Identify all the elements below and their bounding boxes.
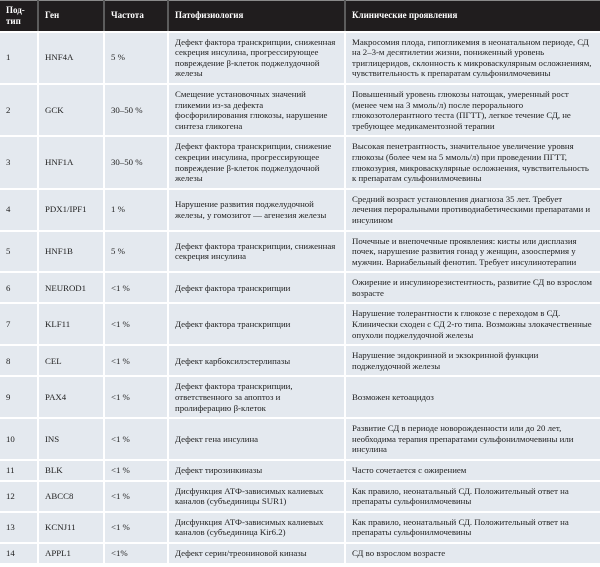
cell-gene: ABCC8 [38, 481, 104, 512]
cell-clinical: Как правило, неонатальный СД. Положительный ответ на препараты сульфонилмочевины [345, 512, 600, 543]
cell-subtype: 13 [0, 512, 38, 543]
col-header-frequency: Частота [104, 1, 168, 32]
cell-clinical: Высокая пенетрантность, значительное увеличение уровня глюкозы (более чем на 5 ммоль/л) при проведении ПГТТ, глюкозурия, микроваскулярные осложнения, чувствительность к препаратам сульфонилмочевины [345, 136, 600, 188]
cell-gene: PAX4 [38, 376, 104, 418]
table-row [0, 231, 600, 273]
table-row [0, 481, 600, 512]
cell-frequency: <1 % [104, 272, 168, 303]
table-row [0, 189, 600, 231]
cell-clinical: Как правило, неонатальный СД. Положительный ответ на препараты сульфонилмочевины [345, 481, 600, 512]
cell-clinical: СД во взрослом возрасте [345, 543, 600, 564]
cell-gene: GCK [38, 84, 104, 136]
cell-frequency: <1 % [104, 345, 168, 376]
cell-subtype: 12 [0, 481, 38, 512]
cell-subtype: 4 [0, 189, 38, 231]
cell-clinical: Средний возраст установления диагноза 35 лет. Требует лечения пероральными противодиабетическими препаратами и инсулином [345, 189, 600, 231]
cell-clinical: Повышенный уровень глюкозы натощак, умеренный рост (менее чем на 3 ммоль/л) после перорального глюкозотолерантного теста (ПГТТ), легкое течение СД, не требующее медикаментозной терапии [345, 84, 600, 136]
cell-clinical: Ожирение и инсулинорезистентность, развитие СД во взрослом возрасте [345, 272, 600, 303]
cell-pathophysiology: Нарушение развития поджелудочной железы, у гомозигот — агенезия железы [168, 189, 345, 231]
table-row [0, 136, 600, 188]
table-row [0, 303, 600, 345]
cell-subtype: 7 [0, 303, 38, 345]
cell-subtype: 10 [0, 418, 38, 460]
cell-frequency: 5 % [104, 231, 168, 273]
cell-pathophysiology: Дефект гена инсулина [168, 418, 345, 460]
cell-gene: HNF1A [38, 136, 104, 188]
cell-frequency: 30–50 % [104, 136, 168, 188]
cell-pathophysiology: Смещение установочных значений гликемии из-за дефекта фосфорилирования глюкозы, нарушение синтеза гликогена [168, 84, 345, 136]
cell-clinical: Часто сочетается с ожирением [345, 460, 600, 481]
cell-frequency: <1 % [104, 376, 168, 418]
cell-gene: NEUROD1 [38, 272, 104, 303]
table-row [0, 460, 600, 481]
cell-gene: APPL1 [38, 543, 104, 564]
cell-frequency: 1 % [104, 189, 168, 231]
table-row [0, 345, 600, 376]
table-row [0, 512, 600, 543]
cell-pathophysiology: Дисфункция АТФ-зависимых калиевых каналов (субъединицы SUR1) [168, 481, 345, 512]
cell-gene: BLK [38, 460, 104, 481]
cell-pathophysiology: Дефект фактора транскрипции, ответственного за апоптоз и пролиферацию β-клеток [168, 376, 345, 418]
cell-clinical: Возможен кетоацидоз [345, 376, 600, 418]
table-body [0, 32, 600, 564]
cell-pathophysiology: Дефект фактора транскрипции [168, 303, 345, 345]
cell-frequency: <1 % [104, 460, 168, 481]
cell-pathophysiology: Дефект карбоксилэстерлипазы [168, 345, 345, 376]
col-header-subtype: Под-тип [0, 1, 38, 32]
cell-frequency: <1 % [104, 481, 168, 512]
cell-gene: CEL [38, 345, 104, 376]
table-row [0, 272, 600, 303]
cell-pathophysiology: Дефект фактора транскрипции [168, 272, 345, 303]
header-row [0, 1, 600, 32]
cell-pathophysiology: Дефект фактора транскрипции, сниженная секреция инсулина, прогрессирующее повреждение β-клеток поджелудочной железы [168, 32, 345, 84]
cell-gene: HNF1B [38, 231, 104, 273]
cell-gene: PDX1/IPF1 [38, 189, 104, 231]
table-row [0, 376, 600, 418]
cell-subtype: 9 [0, 376, 38, 418]
table-row [0, 84, 600, 136]
cell-clinical: Развитие СД в периоде новорожденности или до 20 лет, необходима терапия препаратами сульфонилмочевины или инсулина [345, 418, 600, 460]
cell-pathophysiology: Дефект тирозинкиназы [168, 460, 345, 481]
col-header-clinical: Клинические проявления [345, 1, 600, 32]
cell-subtype: 11 [0, 460, 38, 481]
cell-subtype: 8 [0, 345, 38, 376]
table-row [0, 32, 600, 84]
cell-frequency: <1 % [104, 418, 168, 460]
col-header-gene: Ген [38, 1, 104, 32]
col-header-pathophysiology: Патофизиология [168, 1, 345, 32]
table-row [0, 418, 600, 460]
cell-clinical: Почечные и внепочечные проявления: кисты или дисплазия почек, нарушение развития гонад у женщин, азооспермия у мужчин. Вариабельный фенотип. Требует инсулинотерапии [345, 231, 600, 273]
cell-frequency: <1% [104, 543, 168, 564]
cell-subtype: 6 [0, 272, 38, 303]
cell-clinical: Макросомия плода, гипогликемия в неонатальном периоде, СД на 2–3-м десятилетии жизни, пониженный уровень триглицеридов, склонность к микроваскулярным осложнениям, чувствительность к препаратам сульфонилмочевины [345, 32, 600, 84]
table-row [0, 543, 600, 564]
cell-frequency: <1 % [104, 512, 168, 543]
cell-gene: KLF11 [38, 303, 104, 345]
cell-frequency: 5 % [104, 32, 168, 84]
cell-frequency: <1 % [104, 303, 168, 345]
table-header [0, 1, 600, 32]
cell-gene: HNF4A [38, 32, 104, 84]
cell-subtype: 14 [0, 543, 38, 564]
cell-subtype: 1 [0, 32, 38, 84]
cell-pathophysiology: Дефект фактора транскрипции, снижение секреции инсулина, прогрессирующее повреждение β-клеток поджелудочной железы [168, 136, 345, 188]
cell-subtype: 2 [0, 84, 38, 136]
cell-pathophysiology: Дефект фактора транскрипции, сниженная секреция инсулина [168, 231, 345, 273]
cell-frequency: 30–50 % [104, 84, 168, 136]
cell-gene: KCNJ11 [38, 512, 104, 543]
cell-subtype: 5 [0, 231, 38, 273]
cell-pathophysiology: Дисфункция АТФ-зависимых калиевых каналов (субъединица Kir6.2) [168, 512, 345, 543]
cell-pathophysiology: Дефект серин/треониновой киназы [168, 543, 345, 564]
cell-gene: INS [38, 418, 104, 460]
cell-clinical: Нарушение толерантности к глюкозе с переходом в СД. Клинически сходен с СД 2-го типа. Возможны злокачественные опухоли поджелудочной железы [345, 303, 600, 345]
cell-subtype: 3 [0, 136, 38, 188]
cell-clinical: Нарушение эндокринной и экзокринной функции поджелудочной железы [345, 345, 600, 376]
